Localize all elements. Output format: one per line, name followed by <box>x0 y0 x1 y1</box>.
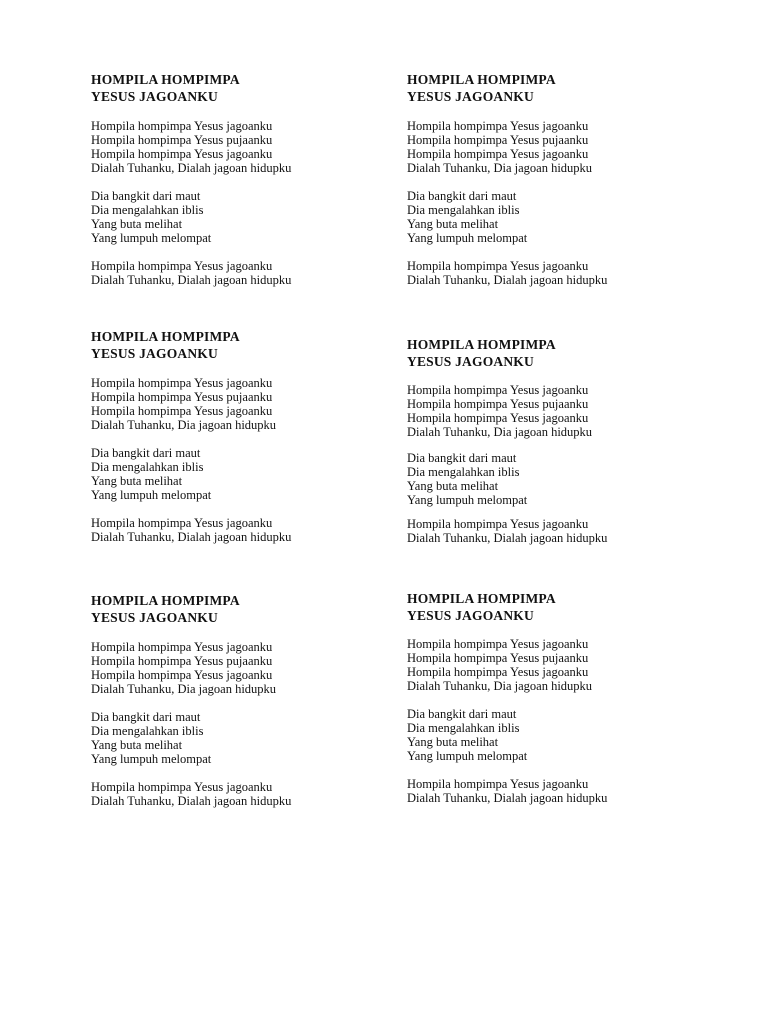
song-title <box>407 590 707 624</box>
lyric-line: Hompila hompimpa Yesus jagoanku <box>407 411 589 425</box>
verse-1 <box>407 119 707 175</box>
lyric-line: Hompila hompimpa Yesus jagoanku <box>91 516 273 530</box>
lyric-line: Hompila hompimpa Yesus jagoanku <box>91 119 273 133</box>
verse-3 <box>407 259 707 287</box>
lyric-line: Dia bangkit dari maut <box>91 189 201 203</box>
lyric-line: Yang lumpuh melompat <box>407 493 528 507</box>
lyric-line: Dialah Tuhanku, Dialah jagoan hidupku <box>91 273 292 287</box>
song-title-line-1: HOMPILA HOMPIMPA <box>91 329 240 344</box>
song-title-line-1: HOMPILA HOMPIMPA <box>407 337 556 352</box>
lyric-line: Dia bangkit dari maut <box>407 189 517 203</box>
verse-2 <box>407 189 707 245</box>
lyric-line: Hompila hompimpa Yesus jagoanku <box>407 147 589 161</box>
verse-3 <box>407 777 707 805</box>
lyric-line: Hompila hompimpa Yesus jagoanku <box>407 777 589 791</box>
lyric-line: Dialah Tuhanku, Dialah jagoan hidupku <box>407 273 608 287</box>
lyric-line: Hompila hompimpa Yesus jagoanku <box>91 668 273 682</box>
lyric-line: Dia mengalahkan iblis <box>91 203 204 217</box>
lyric-line: Dialah Tuhanku, Dialah jagoan hidupku <box>91 530 292 544</box>
song-title-line-1: HOMPILA HOMPIMPA <box>91 593 240 608</box>
lyric-line: Dialah Tuhanku, Dia jagoan hidupku <box>407 161 593 175</box>
lyric-line: Yang buta melihat <box>91 474 183 488</box>
verse-2 <box>407 707 707 763</box>
lyric-line: Dialah Tuhanku, Dialah jagoan hidupku <box>407 531 608 545</box>
lyric-line: Yang buta melihat <box>407 479 499 493</box>
song-title-line-1: HOMPILA HOMPIMPA <box>407 591 556 606</box>
verse-3 <box>91 516 391 544</box>
lyric-line: Yang buta melihat <box>407 217 499 231</box>
song-title-line-2: YESUS JAGOANKU <box>91 610 218 625</box>
lyric-line: Yang lumpuh melompat <box>91 488 212 502</box>
lyric-line: Dialah Tuhanku, Dia jagoan hidupku <box>407 679 593 693</box>
verse-1 <box>91 376 391 432</box>
lyrics-card-4 <box>407 336 707 545</box>
lyric-line: Yang buta melihat <box>91 738 183 752</box>
verse-1 <box>91 119 391 175</box>
lyric-line: Yang lumpuh melompat <box>407 231 528 245</box>
song-title-line-2: YESUS JAGOANKU <box>91 346 218 361</box>
lyric-line: Dialah Tuhanku, Dia jagoan hidupku <box>407 425 593 439</box>
lyric-line: Yang lumpuh melompat <box>91 231 212 245</box>
lyric-line: Hompila hompimpa Yesus jagoanku <box>91 780 273 794</box>
song-title <box>91 71 391 105</box>
lyric-line: Hompila hompimpa Yesus jagoanku <box>407 383 589 397</box>
lyric-line: Dia mengalahkan iblis <box>407 465 520 479</box>
lyric-line: Hompila hompimpa Yesus jagoanku <box>91 640 273 654</box>
verse-2 <box>91 710 391 766</box>
verse-1 <box>407 637 707 693</box>
lyric-line: Hompila hompimpa Yesus pujaanku <box>407 133 589 147</box>
song-title-line-2: YESUS JAGOANKU <box>407 354 534 369</box>
lyric-line: Dia mengalahkan iblis <box>407 203 520 217</box>
lyrics-card-6 <box>407 590 707 805</box>
lyric-line: Hompila hompimpa Yesus pujaanku <box>91 390 273 404</box>
verse-2 <box>91 189 391 245</box>
lyric-line: Dialah Tuhanku, Dialah jagoan hidupku <box>91 794 292 808</box>
lyric-line: Yang lumpuh melompat <box>407 749 528 763</box>
lyrics-card-5 <box>91 592 391 808</box>
lyrics-card-2 <box>407 71 707 287</box>
song-title <box>407 71 707 105</box>
verse-1 <box>407 383 707 439</box>
verse-3 <box>407 517 707 545</box>
lyric-line: Yang buta melihat <box>407 735 499 749</box>
song-title-line-2: YESUS JAGOANKU <box>407 89 534 104</box>
lyrics-card-1 <box>91 71 391 287</box>
lyric-line: Hompila hompimpa Yesus jagoanku <box>407 637 589 651</box>
lyric-line: Dia mengalahkan iblis <box>91 724 204 738</box>
lyrics-card-3 <box>91 328 391 544</box>
lyric-line: Dia bangkit dari maut <box>407 707 517 721</box>
lyric-line: Hompila hompimpa Yesus jagoanku <box>407 517 589 531</box>
lyric-line: Dialah Tuhanku, Dia jagoan hidupku <box>91 682 277 696</box>
lyric-line: Hompila hompimpa Yesus jagoanku <box>91 376 273 390</box>
lyric-line: Hompila hompimpa Yesus jagoanku <box>91 259 273 273</box>
song-title-line-2: YESUS JAGOANKU <box>91 89 218 104</box>
lyric-line: Hompila hompimpa Yesus jagoanku <box>407 259 589 273</box>
song-title-line-1: HOMPILA HOMPIMPA <box>91 72 240 87</box>
lyric-line: Hompila hompimpa Yesus jagoanku <box>91 404 273 418</box>
lyric-line: Dialah Tuhanku, Dialah jagoan hidupku <box>91 161 292 175</box>
lyric-line: Hompila hompimpa Yesus jagoanku <box>407 119 589 133</box>
verse-2 <box>91 446 391 502</box>
verse-2 <box>407 451 707 507</box>
song-title-line-1: HOMPILA HOMPIMPA <box>407 72 556 87</box>
lyric-line: Dia bangkit dari maut <box>407 451 517 465</box>
lyric-line: Yang buta melihat <box>91 217 183 231</box>
song-title <box>91 328 391 362</box>
song-title-line-2: YESUS JAGOANKU <box>407 608 534 623</box>
lyric-line: Hompila hompimpa Yesus pujaanku <box>407 651 589 665</box>
lyric-line: Yang lumpuh melompat <box>91 752 212 766</box>
lyric-line: Dia mengalahkan iblis <box>407 721 520 735</box>
verse-1 <box>91 640 391 696</box>
verse-3 <box>91 780 391 808</box>
lyric-line: Hompila hompimpa Yesus pujaanku <box>407 397 589 411</box>
verse-3 <box>91 259 391 287</box>
lyric-line: Dialah Tuhanku, Dialah jagoan hidupku <box>407 791 608 805</box>
lyric-line: Hompila hompimpa Yesus jagoanku <box>91 147 273 161</box>
song-title <box>91 592 391 626</box>
lyric-line: Dialah Tuhanku, Dia jagoan hidupku <box>91 418 277 432</box>
lyric-line: Dia bangkit dari maut <box>91 710 201 724</box>
lyric-line: Dia mengalahkan iblis <box>91 460 204 474</box>
lyric-line: Hompila hompimpa Yesus pujaanku <box>91 133 273 147</box>
lyric-line: Dia bangkit dari maut <box>91 446 201 460</box>
song-title <box>407 336 707 370</box>
lyric-line: Hompila hompimpa Yesus pujaanku <box>91 654 273 668</box>
lyric-line: Hompila hompimpa Yesus jagoanku <box>407 665 589 679</box>
